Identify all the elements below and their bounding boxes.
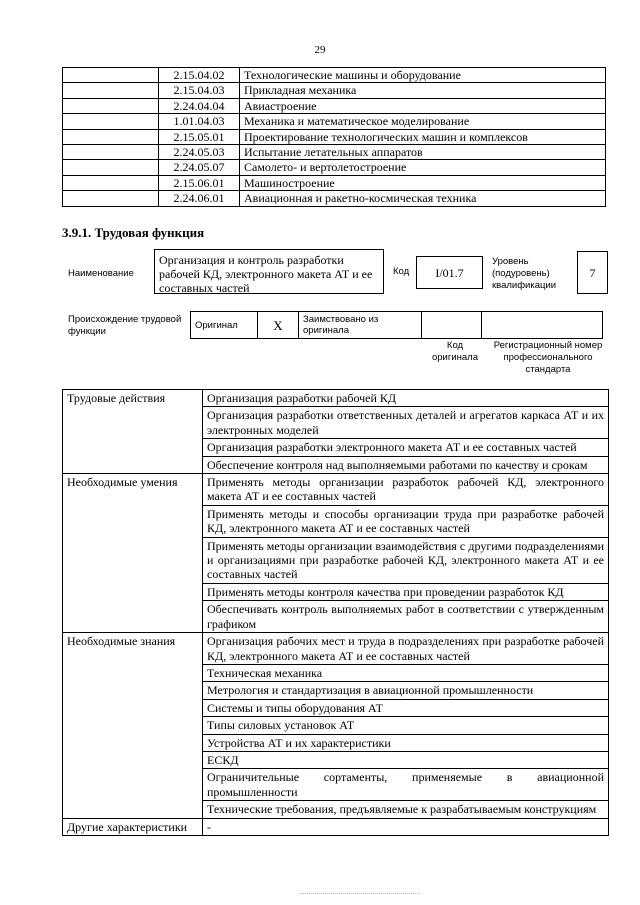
function-code-box: I/01.7	[416, 256, 483, 289]
table-row	[63, 818, 609, 835]
table-row	[63, 390, 609, 407]
original-label: Оригинал	[191, 312, 258, 339]
description-cell: Обеспечение контроля над выполняемыми работами по качеству и срокам	[203, 456, 609, 473]
category-cell: Необходимые знания	[63, 633, 203, 818]
footer-dots	[300, 893, 420, 894]
description-cell: ЕСКД	[203, 751, 609, 768]
code-cell: 2.15.04.03	[159, 83, 240, 98]
code-row	[63, 144, 606, 159]
code-row	[63, 68, 606, 83]
function-name-box: Организация и контроль разработки рабочей КД, электронного макета АТ и ее составных частей	[154, 249, 384, 294]
code-row	[63, 98, 606, 113]
code-cell: 2.24.06.01	[159, 191, 240, 206]
level-label: Уровень (подуровень) квалификации	[492, 256, 557, 291]
description-cell: -	[203, 818, 609, 835]
registration-number-cell	[482, 312, 603, 339]
name-label: Наименование	[68, 268, 134, 279]
code-row	[63, 175, 606, 190]
blank-cell	[63, 175, 159, 190]
original-code-cell	[422, 312, 482, 339]
code-cell: 1.01.04.03	[159, 114, 240, 129]
blank-cell	[63, 98, 159, 113]
code-cell: 2.15.06.01	[159, 175, 240, 190]
description-cell: Устройства АТ и их характеристики	[203, 734, 609, 751]
specialty-name-cell: Прикладная механика	[240, 83, 606, 98]
code-cell: 2.24.04.04	[159, 98, 240, 113]
original-mark: X	[258, 312, 299, 339]
category-cell: Необходимые умения	[63, 474, 203, 633]
blank-cell	[63, 68, 159, 83]
code-caption: Код оригинала	[431, 340, 478, 363]
table-row	[63, 633, 609, 665]
code-cell: 2.24.05.03	[159, 144, 240, 159]
code-row	[63, 191, 606, 206]
code-cell: 2.15.05.01	[159, 129, 240, 144]
description-cell: Применять методы контроля качества при проведении разработок КД	[203, 583, 609, 600]
code-cell: 2.15.04.02	[159, 68, 240, 83]
description-cell: Организация рабочих мест и труда в подразделениях при разработке рабочей КД, электронного макета АТ и ее составных частей	[203, 633, 609, 665]
page-number: 29	[314, 44, 326, 56]
education-codes-table	[62, 67, 606, 207]
description-cell: Ограничительные сортаменты, применяемые в авиационной промышленности	[203, 769, 609, 801]
code-label: Код	[393, 266, 410, 277]
category-cell: Другие характеристики	[63, 818, 203, 835]
code-row	[63, 83, 606, 98]
blank-cell	[63, 114, 159, 129]
blank-cell	[63, 144, 159, 159]
specialty-name-cell: Испытание летательных аппаратов	[240, 144, 606, 159]
specialty-name-cell: Технологические машины и оборудование	[240, 68, 606, 83]
blank-cell	[63, 129, 159, 144]
description-cell: Системы и типы оборудования АТ	[203, 699, 609, 716]
description-cell: Типы силовых установок АТ	[203, 717, 609, 734]
level-box: 7	[577, 251, 608, 294]
origin-table	[190, 311, 603, 339]
origin-label: Происхождение трудовой функции	[68, 314, 182, 337]
specialty-name-cell: Самолето- и вертолетостроение	[240, 160, 606, 175]
code-row	[63, 129, 606, 144]
specialty-name-cell: Авиастроение	[240, 98, 606, 113]
description-cell: Применять методы организации разработок рабочей КД, электронного макета АТ и ее составных частей	[203, 474, 609, 506]
description-cell: Организация разработки электронного макета АТ и ее составных частей	[203, 439, 609, 456]
description-cell: Применять методы и способы организации труда при разработке рабочей КД, электронного макета АТ и ее составных частей	[203, 505, 609, 537]
specialty-name-cell: Авиационная и ракетно-космическая техника	[240, 191, 606, 206]
description-cell: Организация разработки ответственных деталей и агрегатов каркаса АТ и их электронных моделей	[203, 407, 609, 439]
description-cell: Метрология и стандартизация в авиационной промышленности	[203, 682, 609, 699]
code-row	[63, 114, 606, 129]
labor-function-table	[62, 389, 609, 836]
blank-cell	[63, 83, 159, 98]
category-cell: Трудовые действия	[63, 390, 203, 474]
description-cell: Применять методы организации взаимодействия с другими подразделениями и организациями при разработке рабочей КД, электронного макета АТ и ее составных частей	[203, 537, 609, 583]
blank-cell	[63, 160, 159, 175]
registration-caption: Регистрационный номер профессионального стандарта	[493, 340, 603, 375]
description-cell: Технические требования, предъявляемые к разрабатываемым конструкциям	[203, 801, 609, 818]
description-cell: Обеспечивать контроль выполняемых работ в соответствии с утвержденным графиком	[203, 601, 609, 633]
description-cell: Техническая механика	[203, 664, 609, 681]
specialty-name-cell: Машиностроение	[240, 175, 606, 190]
blank-cell	[63, 191, 159, 206]
code-row	[63, 160, 606, 175]
specialty-name-cell: Проектирование технологических машин и комплексов	[240, 129, 606, 144]
code-cell: 2.24.05.07	[159, 160, 240, 175]
specialty-name-cell: Механика и математическое моделирование	[240, 114, 606, 129]
table-row	[63, 474, 609, 506]
borrowed-label: Заимствовано из оригинала	[299, 312, 422, 339]
section-heading: 3.9.1. Трудовая функция	[62, 225, 205, 240]
description-cell: Организация разработки рабочей КД	[203, 390, 609, 407]
